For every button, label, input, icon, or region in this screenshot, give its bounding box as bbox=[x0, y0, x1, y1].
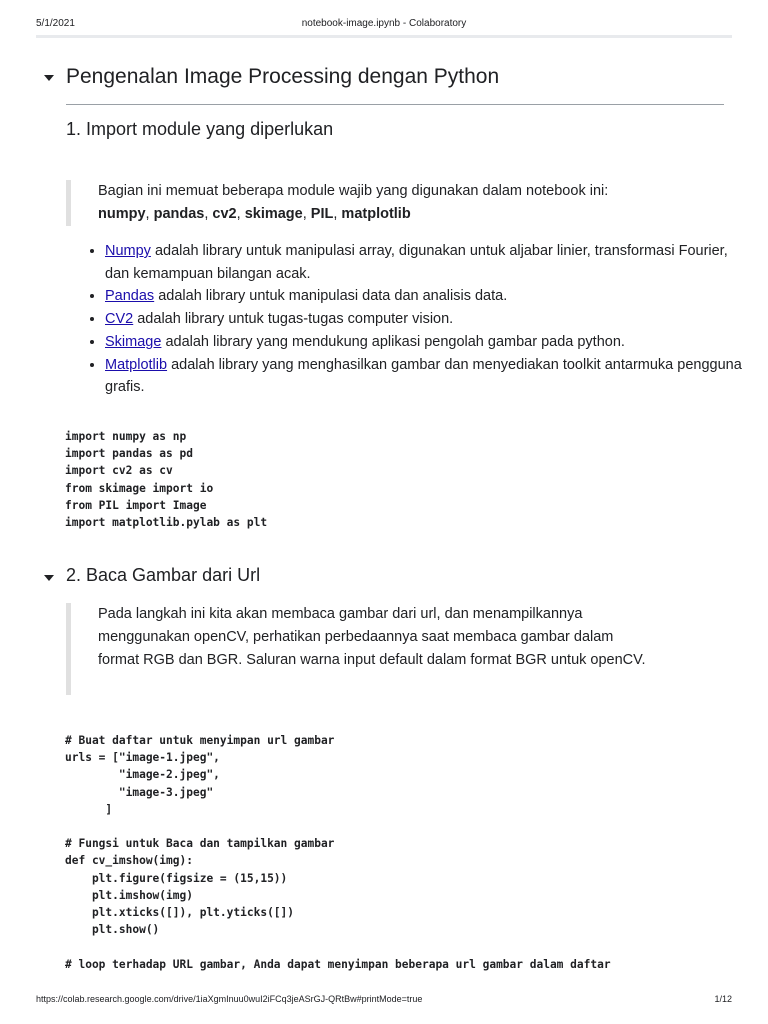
module-name: PIL bbox=[310, 206, 334, 222]
section-2-heading: 2. Baca Gambar dari Url bbox=[66, 565, 261, 585]
module-name: numpy bbox=[98, 206, 146, 222]
list-item: • Skimage adalah library yang mendukung aplikasi pengolah gambar pada python. bbox=[105, 331, 745, 354]
list-item: • Pandas adalah library untuk manipulasi data dan analisis data. bbox=[105, 285, 745, 308]
module-name: pandas bbox=[153, 206, 205, 222]
section-2-description: Pada langkah ini kita akan membaca gambar dari url, dan menampilkannya menggunakan openCV, perhatikan perbedaannya saat membaca gambar dalam format RGB dan BGR. Saluran warna input default dalam format BGR untuk openCV. bbox=[98, 606, 646, 668]
print-date: 5/1/2021 bbox=[36, 18, 75, 29]
list-item: • Matplotlib adalah library yang menghasilkan gambar dan menyediakan toolkit antarmuka pengguna grafis. bbox=[105, 354, 745, 399]
matplotlib-link[interactable]: Matplotlib bbox=[105, 356, 168, 373]
numpy-link[interactable]: Numpy bbox=[105, 243, 151, 259]
collapse-caret-icon[interactable] bbox=[44, 575, 54, 581]
header-divider bbox=[36, 35, 732, 38]
section-1-heading: 1. Import module yang diperlukan bbox=[66, 119, 334, 139]
print-url: https://colab.research.google.com/drive/1iaXgmInuu0wuI2iFCq3jeASrGJ-QRtBw#printMode=true bbox=[36, 994, 423, 1004]
heading-divider bbox=[66, 104, 724, 105]
blockquote-bar bbox=[66, 180, 71, 226]
list-item: • CV2 adalah library untuk tugas-tugas computer vision. bbox=[105, 308, 745, 331]
code-cell-read-images[interactable]: # Buat daftar untuk menyimpan url gambar urls = ["image-1.jpeg", "image-2.jpeg", "image-3.jpeg" ] # Fungsi untuk Baca dan tampilkan gambar def cv_imshow(img): plt.figure(figsize = (15,15)) plt.imshow(img) plt.xticks([]), plt.yticks([]) plt.show() # loop terhadap URL gambar, Anda dapat menyimpan beberapa url gambar dalam daftar bbox=[65, 734, 611, 971]
module-name: cv2 bbox=[212, 206, 237, 222]
list-item: • Numpy adalah library untuk manipulasi array, digunakan untuk aljabar linier, transformasi Fourier, dan kemampuan bilangan acak. bbox=[105, 240, 745, 285]
print-page-title: notebook-image.ipynb - Colaboratory bbox=[301, 18, 467, 29]
skimage-link[interactable]: Skimage bbox=[105, 333, 162, 350]
library-list bbox=[65, 240, 745, 399]
code-cell-imports[interactable]: import numpy as np import pandas as pd import cv2 as cv from skimage import io from PIL import Image import matplotlib.pylab as plt bbox=[65, 430, 268, 530]
intro-text: Bagian ini memuat beberapa module wajib yang digunakan dalam notebook ini: bbox=[98, 183, 609, 199]
module-name: skimage bbox=[244, 206, 303, 222]
section-1-intro bbox=[98, 180, 718, 226]
module-list: numpy, pandas, cv2, skimage, PIL, matplotlib bbox=[98, 206, 411, 222]
cv2-link[interactable]: CV2 bbox=[105, 311, 134, 328]
page-number: 1/12 bbox=[714, 994, 732, 1004]
notebook-main-heading: Pengenalan Image Processing dengan Python bbox=[66, 65, 500, 88]
module-name: matplotlib bbox=[341, 206, 411, 222]
collapse-caret-icon[interactable] bbox=[44, 75, 54, 81]
pandas-link[interactable]: Pandas bbox=[105, 288, 155, 305]
blockquote-bar bbox=[66, 603, 71, 695]
